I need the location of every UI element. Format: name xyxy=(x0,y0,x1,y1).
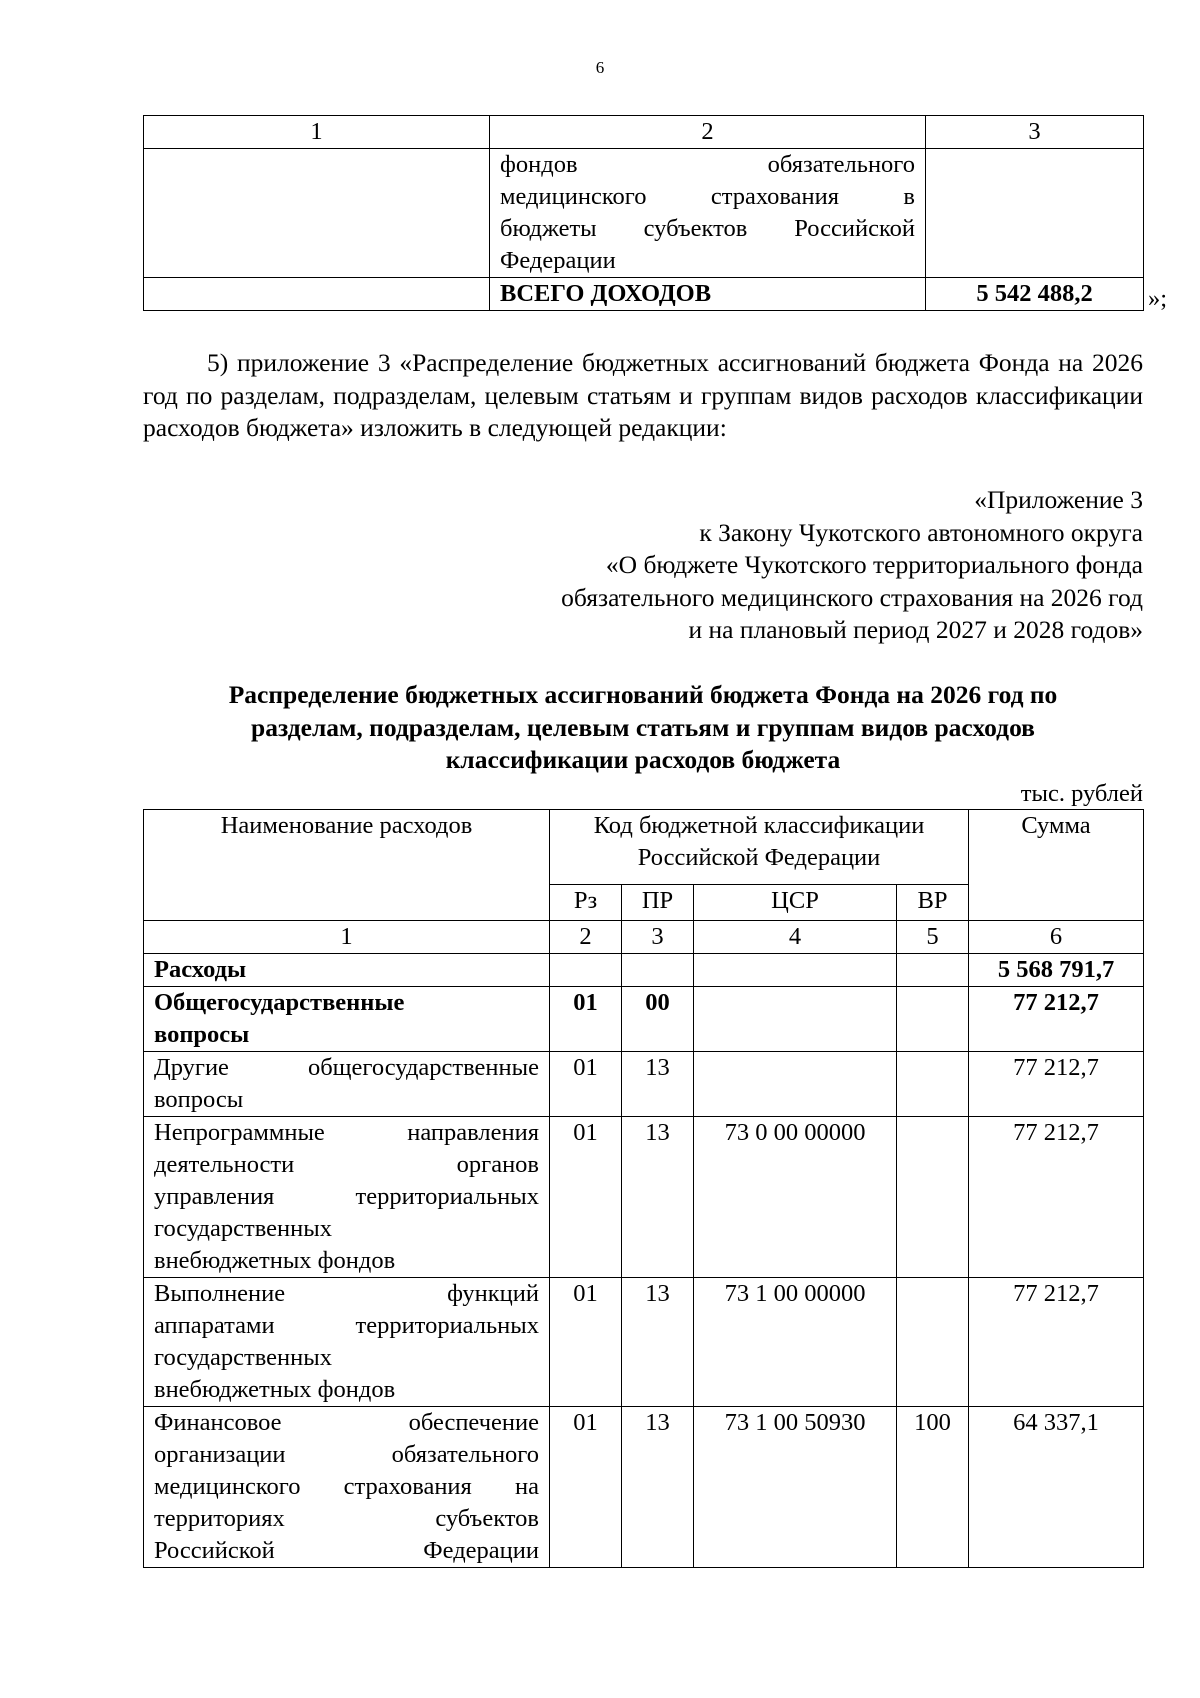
document-title xyxy=(143,679,1143,777)
units-label: тыс. рублей xyxy=(1020,780,1143,807)
header-code-line: Российской Федерации xyxy=(637,844,881,871)
row-vr xyxy=(897,954,969,987)
empty-cell xyxy=(144,149,490,278)
subheader-pr: ПР xyxy=(622,885,694,921)
header-sum: Сумма xyxy=(969,810,1144,921)
row-pr: 00 xyxy=(622,987,694,1052)
table-row xyxy=(144,1407,1144,1568)
row-sum: 77 212,7 xyxy=(969,1117,1144,1278)
subheader-vr: ВР xyxy=(897,885,969,921)
revenue-name-continuation xyxy=(490,149,926,278)
row-sum: 77 212,7 xyxy=(969,987,1144,1052)
row-name xyxy=(144,1117,550,1278)
name-line: вопросы xyxy=(154,1021,250,1048)
row-csr: 73 0 00 00000 xyxy=(694,1117,897,1278)
row-vr xyxy=(897,1052,969,1117)
table-row xyxy=(144,1052,1144,1117)
total-label: ВСЕГО ДОХОДОВ xyxy=(490,278,926,311)
row-name xyxy=(144,954,550,987)
col-number: 2 xyxy=(550,921,622,954)
row-sum: 77 212,7 xyxy=(969,1052,1144,1117)
row-pr: 13 xyxy=(622,1117,694,1278)
subheader-rz: Рз xyxy=(550,885,622,921)
row-name xyxy=(144,1052,550,1117)
row-pr: 13 xyxy=(622,1052,694,1117)
name-line: Расходы xyxy=(154,956,247,983)
text-line: Федерации xyxy=(500,247,616,274)
name-line: государственных xyxy=(154,1344,332,1371)
header-name: Наименование расходов xyxy=(144,810,550,921)
table-row xyxy=(144,149,1144,278)
name-line: внебюджетных фондов xyxy=(154,1376,396,1403)
row-vr xyxy=(897,987,969,1052)
row-sum: 64 337,1 xyxy=(969,1407,1144,1568)
name-line: аппаратами территориальных xyxy=(154,1312,539,1339)
name-line: внебюджетных фондов xyxy=(154,1247,396,1274)
row-rz: 01 xyxy=(550,1052,622,1117)
subheader-csr: ЦСР xyxy=(694,885,897,921)
row-rz: 01 xyxy=(550,1278,622,1407)
row-sum: 5 568 791,7 xyxy=(969,954,1144,987)
row-name xyxy=(144,1407,550,1568)
total-value: 5 542 488,2 xyxy=(926,278,1144,311)
row-rz: 01 xyxy=(550,1407,622,1568)
row-name xyxy=(144,1278,550,1407)
table-row xyxy=(144,1278,1144,1407)
total-row xyxy=(144,278,1144,311)
row-sum: 77 212,7 xyxy=(969,1278,1144,1407)
appendix-line: «О бюджете Чукотского территориального фонда xyxy=(605,550,1143,579)
text-line: медицинского страхования в xyxy=(500,183,915,210)
revenue-table-continuation xyxy=(143,115,1144,311)
row-vr xyxy=(897,1117,969,1278)
empty-cell xyxy=(926,149,1144,278)
row-vr: 100 xyxy=(897,1407,969,1568)
name-line: Выполнение функций xyxy=(154,1280,539,1307)
col-number: 3 xyxy=(622,921,694,954)
table-row xyxy=(144,987,1144,1052)
appendix-line: «Приложение 3 xyxy=(974,485,1143,514)
name-line: деятельности органов xyxy=(154,1151,539,1178)
column-numbers-row xyxy=(144,921,1144,954)
table-header-row xyxy=(144,810,1144,885)
header-code-line: Код бюджетной классификации xyxy=(593,812,925,839)
table-row xyxy=(144,954,1144,987)
name-line: Непрограммные направления xyxy=(154,1119,539,1146)
appendix-line: к Закону Чукотского автономного округа xyxy=(699,517,1143,547)
row-rz: 01 xyxy=(550,987,622,1052)
col-number-1: 1 xyxy=(144,116,490,149)
name-line: Общегосударственные xyxy=(154,989,405,1016)
row-csr xyxy=(694,987,897,1052)
name-line: Российской Федерации xyxy=(154,1537,539,1564)
name-line: Другие общегосударственные xyxy=(154,1054,539,1081)
closing-quote: »; xyxy=(1148,285,1168,312)
name-line: государственных xyxy=(154,1215,332,1242)
row-csr xyxy=(694,1052,897,1117)
name-line: вопросы xyxy=(154,1086,244,1113)
name-line: медицинского страхования на xyxy=(154,1473,539,1500)
name-line: территориях субъектов xyxy=(154,1505,539,1532)
table-header-row xyxy=(144,116,1144,149)
table-row xyxy=(144,1117,1144,1278)
appendix-line: обязательного медицинского страхования на 2026 год xyxy=(561,582,1143,612)
paragraph-text: 5) приложение 3 «Распределение бюджетных ассигнований бюджета Фонда на 2026 год по разделам, подразделам, целевым статьям и группам видов расходов классификации расходов бюджета» изложить в следующей редакции: xyxy=(143,348,1143,442)
title-line: Распределение бюджетных ассигнований бюджета Фонда на 2026 год по xyxy=(228,680,1058,709)
row-csr: 73 1 00 00000 xyxy=(694,1278,897,1407)
name-line: организации обязательного xyxy=(154,1441,539,1468)
name-line: Финансовое обеспечение xyxy=(154,1409,539,1436)
col-number-3: 3 xyxy=(926,116,1144,149)
row-name xyxy=(144,987,550,1052)
col-number: 5 xyxy=(897,921,969,954)
title-line: классификации расходов бюджета xyxy=(445,745,841,774)
col-number: 4 xyxy=(694,921,897,954)
row-rz xyxy=(550,954,622,987)
col-number: 6 xyxy=(969,921,1144,954)
name-line: управления территориальных xyxy=(154,1183,539,1210)
row-rz: 01 xyxy=(550,1117,622,1278)
row-pr xyxy=(622,954,694,987)
row-csr: 73 1 00 50930 xyxy=(694,1407,897,1568)
empty-cell xyxy=(144,278,490,311)
row-pr: 13 xyxy=(622,1278,694,1407)
text-line: бюджеты субъектов Российской xyxy=(500,215,915,242)
text-line: фондов обязательного xyxy=(500,151,915,178)
page-number: 6 xyxy=(595,58,605,77)
row-vr xyxy=(897,1278,969,1407)
appendix-header xyxy=(383,484,1143,647)
expenditure-table xyxy=(143,809,1144,1568)
title-line: разделам, подразделам, целевым статьям и группам видов расходов xyxy=(251,712,1035,742)
row-pr: 13 xyxy=(622,1407,694,1568)
amendment-paragraph xyxy=(143,347,1143,445)
header-code xyxy=(550,810,969,885)
col-number-2: 2 xyxy=(490,116,926,149)
row-csr xyxy=(694,954,897,987)
col-number: 1 xyxy=(144,921,550,954)
appendix-line: и на плановый период 2027 и 2028 годов» xyxy=(688,615,1143,644)
